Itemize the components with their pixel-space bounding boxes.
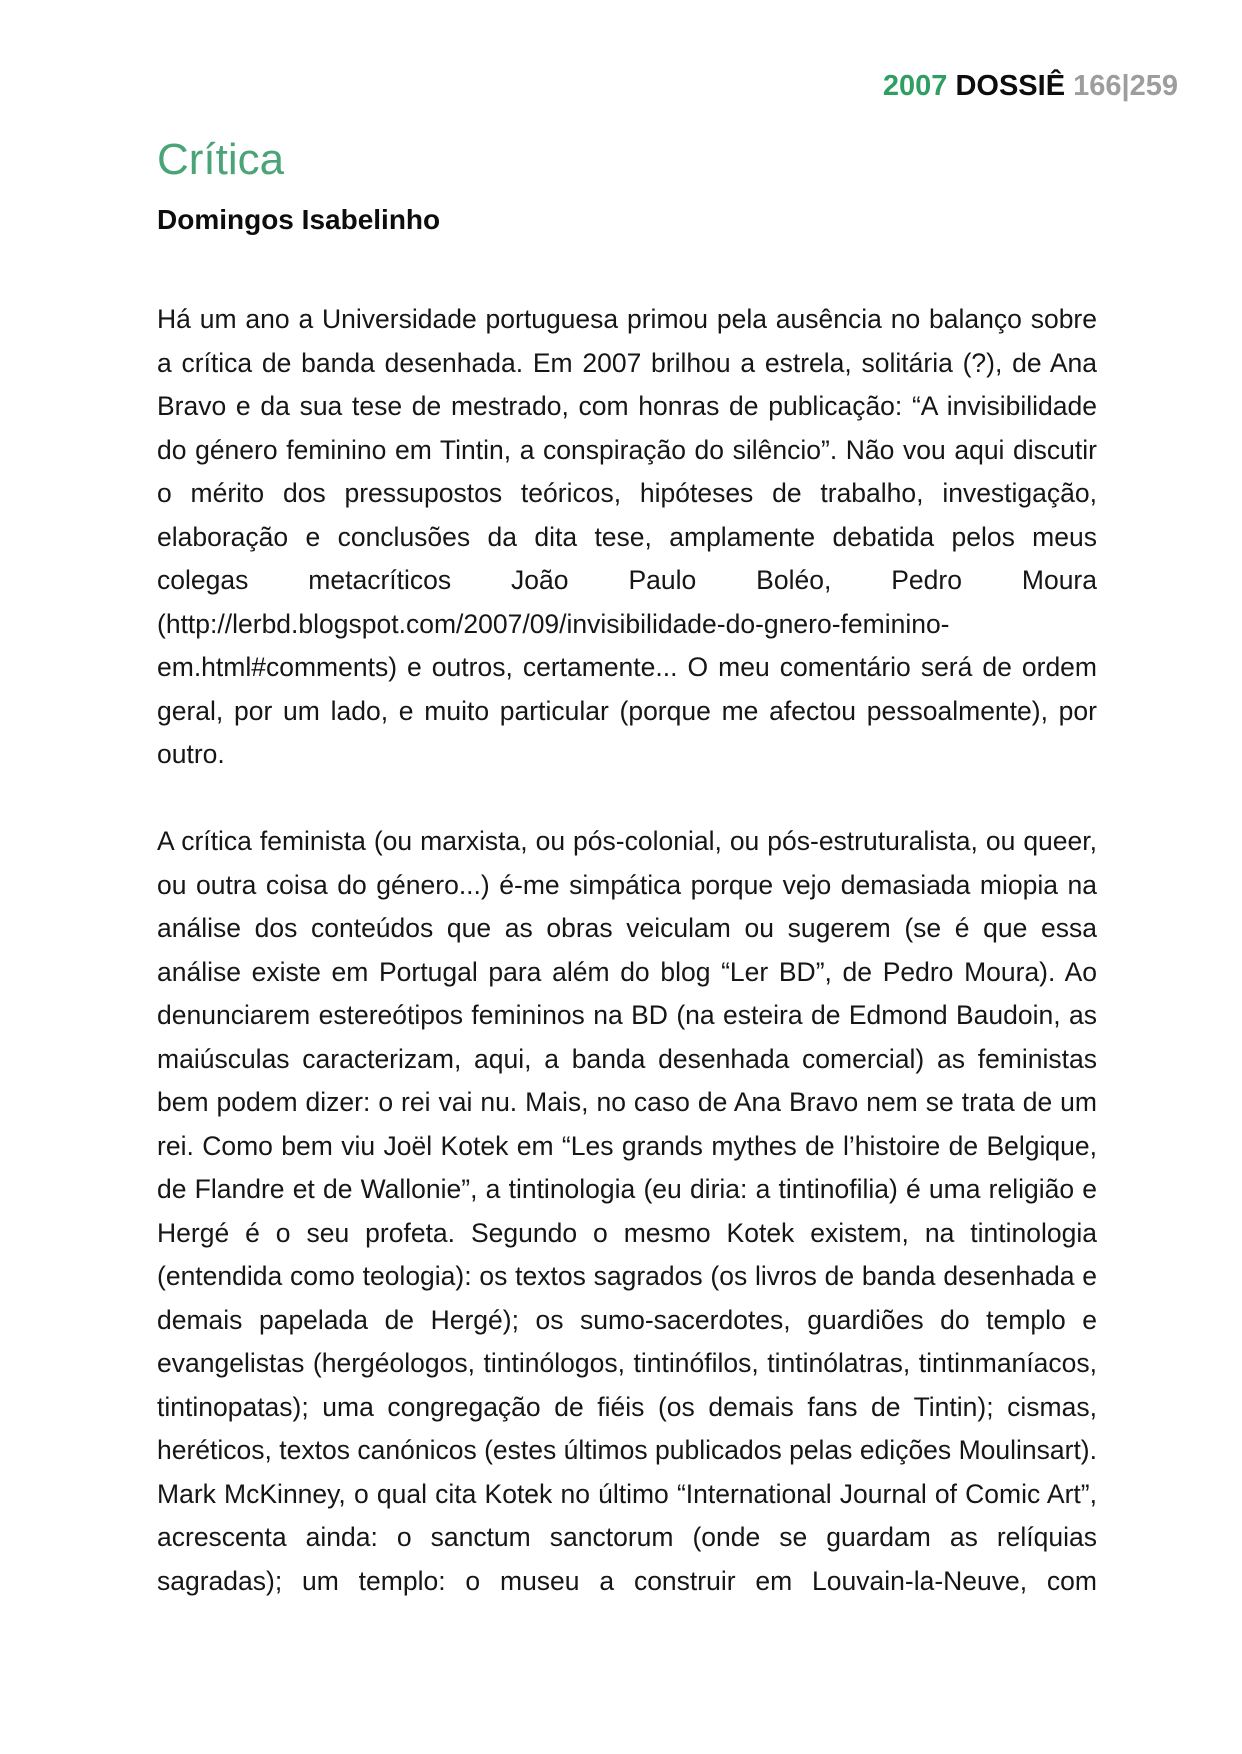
header-page-range: 166|259 [1073,70,1178,102]
header-year: 2007 [882,70,948,102]
article-title: Crítica [157,135,285,184]
paragraph-1: Há um ano a Universidade portuguesa primou pela ausência no balanço sobre a crítica de banda desenhada. Em 2007 brilhou a estrela, solitária (?), de Ana Bravo e da sua tese de mestrado, com honras de publicação: “A invisibilidade do género feminino em Tintin, a conspiração do silêncio”. Não vou aqui discutir o mérito dos pressupostos teóricos, hipóteses de trabalho, investigação, elaboração e conclusões da dita tese, amplamente debatida pelos meus colegas metacríticos João Paulo Boléo, Pedro Moura (http://lerbd.blogspot.com/2007/09/invisibilidade-do-gnero-feminino-em.html#comments) e outros, certamente... O meu comentário será de ordem geral, por um lado, e muito particular (porque me afectou pessoalmente), por outro. [157,304,1097,769]
page-header [883,72,1178,101]
article-author: Domingos Isabelinho [157,204,441,235]
header-section-label: DOSSIÊ [955,70,1066,102]
article-body [157,298,1097,1603]
paragraph-2: A crítica feminista (ou marxista, ou pós-colonial, ou pós-estruturalista, ou queer, ou outra coisa do género...) é-me simpática porque vejo demasiada miopia na análise dos conteúdos que as obras veiculam ou sugerem (se é que essa análise existe em Portugal para além do blog “Ler BD”, de Pedro Moura). Ao denunciarem estereótipos femininos na BD (na esteira de Edmond Baudoin, as maiúsculas caracterizam, aqui, a banda desenhada comercial) as feministas bem podem dizer: o rei vai nu. Mais, no caso de Ana Bravo nem se trata de um rei. Como bem viu Joël Kotek em “Les grands mythes de l’histoire de Belgique, de Flandre et de Wallonie”, a tintinologia (eu diria: a tintinofilia) é uma religião e Hergé é o seu profeta. Segundo o mesmo Kotek existem, na tintinologia (entendida como teologia): os textos sagrados (os livros de banda desenhada e demais papelada de Hergé); os sumo-sacerdotes, guardiões do templo e evangelistas (hergéologos, tintinólogos, tintinófilos, tintinólatras, tintinmaníacos, tintinopatas); uma congregação de fiéis (os demais fans de Tintin); cismas, heréticos, textos canónicos (estes últimos publicados pelas edições Moulinsart). Mark McKinney, o qual cita Kotek no último “International Journal of Comic Art”, acrescenta ainda: o sanctum sanctorum (onde se guardam as relíquias sagradas); um templo: o museu a construir em Louvain-la-Neuve, com [157,826,1097,1596]
